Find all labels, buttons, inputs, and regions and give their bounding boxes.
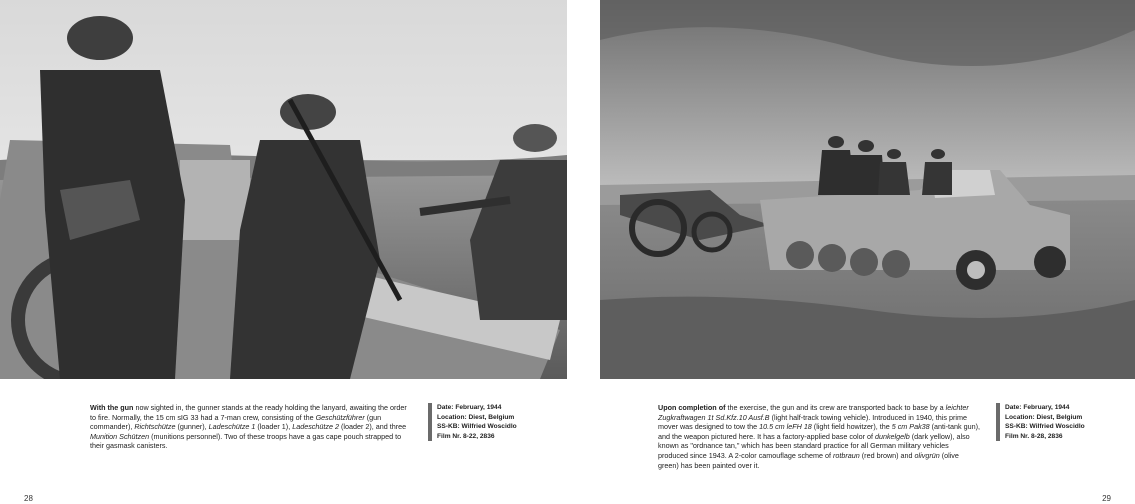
- caption-term: Geschützführer: [315, 412, 365, 422]
- page-number: 28: [24, 494, 33, 503]
- caption-lead: With the gun: [90, 403, 134, 412]
- caption-text: (loader 2), and three: [338, 422, 407, 432]
- caption-term: Ladeschütze 1: [208, 422, 256, 432]
- photo-metadata: [428, 403, 557, 441]
- caption-text: (light half-track towing vehicle). Introduced in 1940, this prime mover was designed to tow the: [658, 412, 967, 432]
- caption-text: (dark yellow), also known as "ordnance tan," which has been standard practice for all German military vehicles produced since 1943. A 2-color camouflage scheme of: [658, 431, 970, 460]
- caption-text: (anti-tank gun), and the weapon pictured here. It has a factory-applied base color of: [658, 422, 981, 441]
- caption-text: now sighted in, the gunner stands at the ready holding the lanyard, awaiting the order to fire. Normally, the 15 cm sIG 33 had a 7-man crew, consisting of the: [90, 403, 407, 422]
- caption-term: dunkelgelb: [874, 431, 910, 441]
- caption-text: (loader 1),: [255, 422, 293, 432]
- caption-term: Richtschütze: [134, 422, 176, 432]
- caption-term: Ladeschütze 2: [292, 422, 339, 432]
- caption-term: leichter Zugkraftwagen 1t Sd.Kfz.10 Ausf.B: [658, 403, 969, 422]
- photo-date: Date: February, 1944: [437, 404, 502, 411]
- caption-lead: Upon completion of: [658, 403, 726, 412]
- caption-text: the exercise, the gun and its crew are transported back to base by a: [725, 403, 946, 412]
- caption-term: olivgrün: [914, 450, 940, 460]
- photo-metadata: [996, 403, 1125, 441]
- photo-location: Location: Diest, Belgium: [1005, 413, 1083, 421]
- photo-location: Location: Diest, Belgium: [437, 413, 515, 421]
- page-number: 29: [1102, 494, 1111, 503]
- film-number: Film Nr. 8-28, 2836: [1005, 432, 1063, 440]
- caption-term: 5 cm Pak38: [891, 422, 930, 432]
- caption-term: 10.5 cm leFH 18: [759, 422, 812, 432]
- caption-text: (gun commander),: [90, 412, 382, 432]
- photo-caption: [658, 403, 980, 470]
- photo-gun-crew: [0, 0, 567, 379]
- caption-term: Munition Schützen: [90, 431, 150, 441]
- caption-text: (red brown) and: [859, 450, 915, 460]
- photo-caption: [90, 403, 414, 451]
- right-page: [568, 0, 1135, 504]
- caption-text: (light field howitzer), the: [811, 422, 892, 432]
- photographer: SS-KB: Wilfried Woscidlo: [437, 423, 517, 431]
- caption-text: (munitions personnel). Two of these troops have a gas cape pouch strapped to their gasmask canisters.: [90, 431, 402, 451]
- photo-halftrack: [600, 0, 1135, 379]
- photographer: SS-KB: Wilfried Woscidlo: [1005, 423, 1085, 431]
- caption-text: (gunner),: [175, 422, 209, 432]
- photo-gun-crew-image: [0, 0, 567, 379]
- caption-term: rotbraun: [833, 450, 860, 460]
- left-page: [0, 0, 567, 504]
- film-number: Film Nr. 8-22, 2836: [437, 432, 495, 440]
- photo-halftrack-image: [600, 0, 1135, 379]
- caption-text: (olive green) has been painted over it.: [658, 450, 959, 470]
- photo-date: Date: February, 1944: [1005, 404, 1070, 411]
